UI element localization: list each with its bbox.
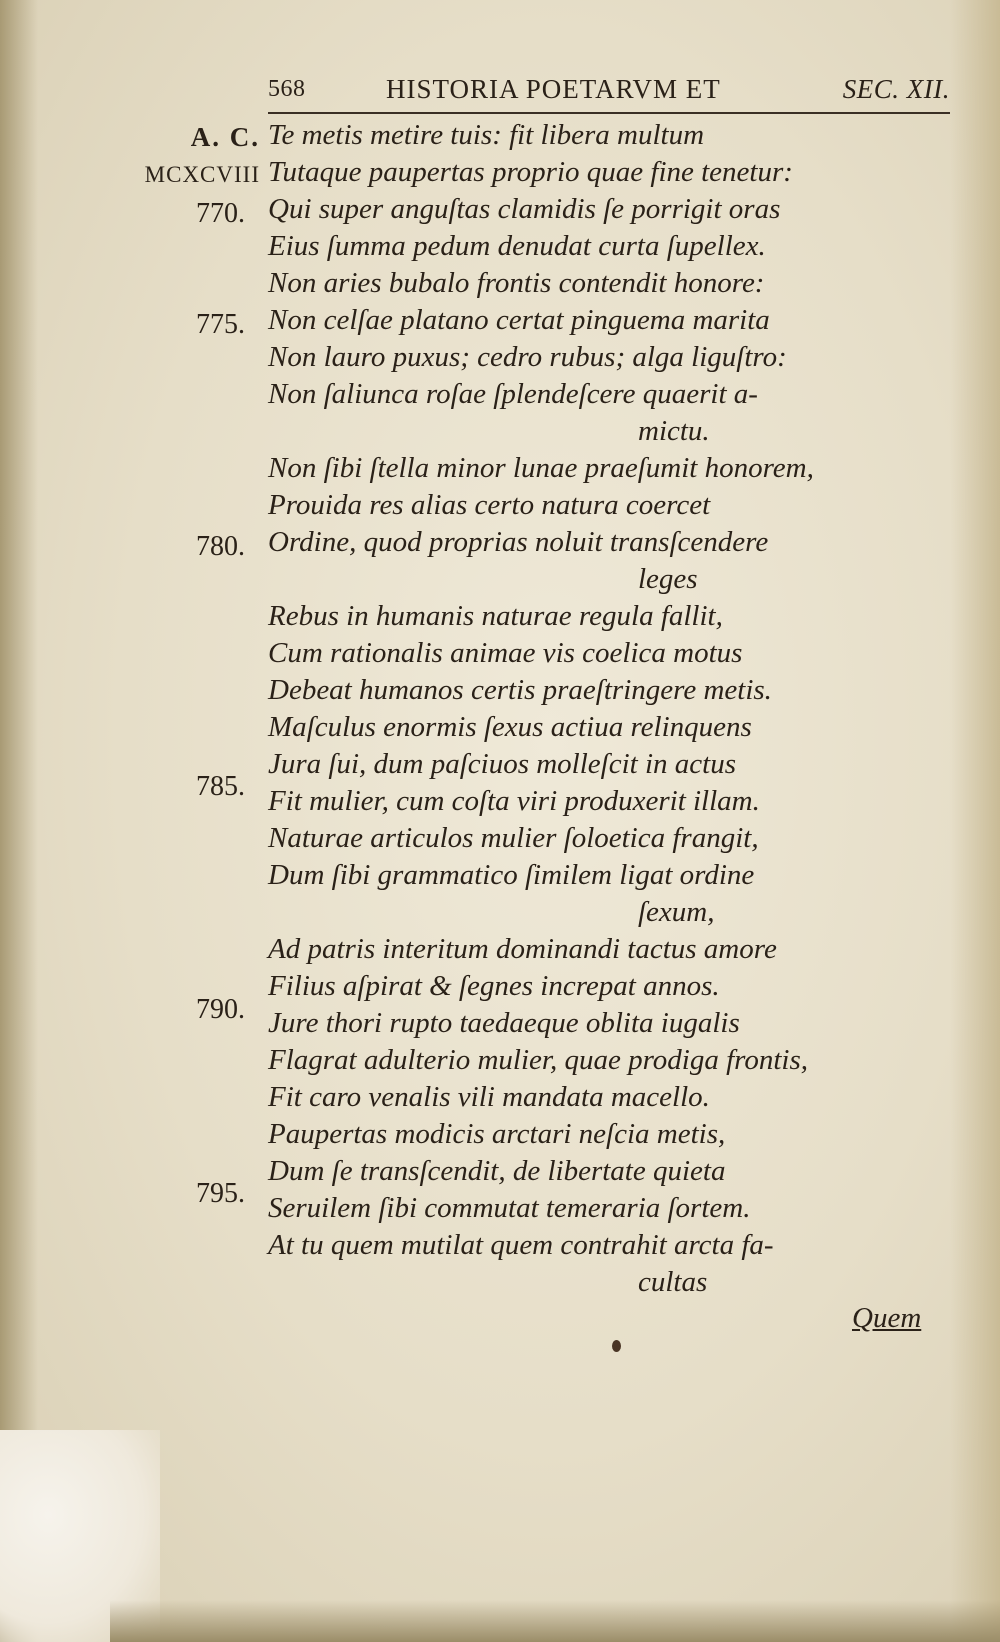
verse-line: Non aries bubalo frontis contendit honore: — [268, 267, 765, 299]
verse-line: Non ſibi ſtella minor lunae praeſumit honorem, — [268, 452, 814, 484]
catchword: Quem — [852, 1302, 922, 1334]
verse-line-continuation: leges — [638, 563, 698, 595]
running-head-title: HISTORIA POETARVM ET — [386, 74, 721, 104]
verse-line: Flagrat adulterio mulier, quae prodiga frontis, — [268, 1044, 808, 1076]
verse-line: Ad patris interitum dominandi tactus amore — [268, 933, 777, 965]
verse-line: Dum ſibi grammatico ſimilem ligat ordine — [268, 859, 755, 891]
verse-line-continuation: ſexum, — [638, 896, 715, 928]
verse-line: Tutaque paupertas proprio quae fine tenetur: — [268, 156, 793, 188]
verse-block — [268, 117, 950, 1301]
verse-line: Te metis metire tuis: fit libera multum — [268, 119, 705, 151]
verse-line: Paupertas modicis arctari neſcia metis, — [268, 1118, 726, 1150]
verse-line: Jure thori rupto taedaeque oblita iugalis — [268, 1007, 740, 1039]
verse-line: Maſculus enormis ſexus actiua relinquens — [268, 711, 752, 743]
verse-line: Qui super anguſtas clamidis ſe porrigit oras — [268, 193, 781, 225]
verse-line: Ordine, quod proprias noluit transſcendere — [268, 526, 769, 558]
page-edge-shadow-left — [0, 0, 38, 1642]
running-header — [268, 70, 950, 110]
verse-line: Non celſae platano certat pinguema marita — [268, 304, 770, 336]
line-number: 775. — [196, 309, 245, 340]
verse-line: Prouida res alias certo natura coercet — [268, 489, 711, 521]
verse-line: Fit mulier, cum coſta viri produxerit illam. — [268, 785, 760, 817]
section-marker: SEC. XII. — [842, 74, 950, 104]
verse-line: Fit caro venalis vili mandata macello. — [268, 1081, 710, 1113]
verse-line: Naturae articulos mulier ſoloetica frangit, — [268, 822, 759, 854]
verse-line: At tu quem mutilat quem contrahit arcta fa- — [268, 1229, 774, 1261]
page-number: 568 — [268, 76, 306, 102]
verse-line: Non lauro puxus; cedro rubus; alga liguſtro: — [268, 341, 787, 373]
line-number: 795. — [196, 1178, 245, 1209]
header-rule — [268, 112, 950, 114]
verse-line: Jura ſui, dum paſciuos molleſcit in actus — [268, 748, 736, 780]
margin-era: A. C. — [190, 122, 260, 152]
verse-line-continuation: mictu. — [638, 415, 710, 447]
line-number: 780. — [196, 531, 245, 562]
verse-line-continuation: cultas — [638, 1266, 708, 1298]
verse-line: Filius aſpirat & ſegnes increpat annos. — [268, 970, 720, 1002]
verse-line: Eius ſumma pedum denudat curta ſupellex. — [268, 230, 766, 262]
line-number: 785. — [196, 771, 245, 802]
line-number: 770. — [196, 198, 245, 229]
ink-blot — [612, 1340, 621, 1352]
verse-line: Dum ſe transſcendit, de libertate quieta — [268, 1155, 726, 1187]
verse-line: Debeat humanos certis praeſtringere metis. — [268, 674, 772, 706]
line-number: 790. — [196, 994, 245, 1025]
verse-line: Rebus in humanis naturae regula fallit, — [268, 600, 723, 632]
verse-line: Seruilem ſibi commutat temeraria ſortem. — [268, 1192, 751, 1224]
verse-line: Non ſaliunca roſae ſplendeſcere quaerit a- — [268, 378, 758, 410]
page-bottom-edge — [110, 1600, 1000, 1642]
page-edge-shadow-right — [950, 0, 1000, 1642]
verse-line: Cum rationalis animae vis coelica motus — [268, 637, 743, 669]
margin-year: MCXCVIII — [144, 162, 260, 187]
